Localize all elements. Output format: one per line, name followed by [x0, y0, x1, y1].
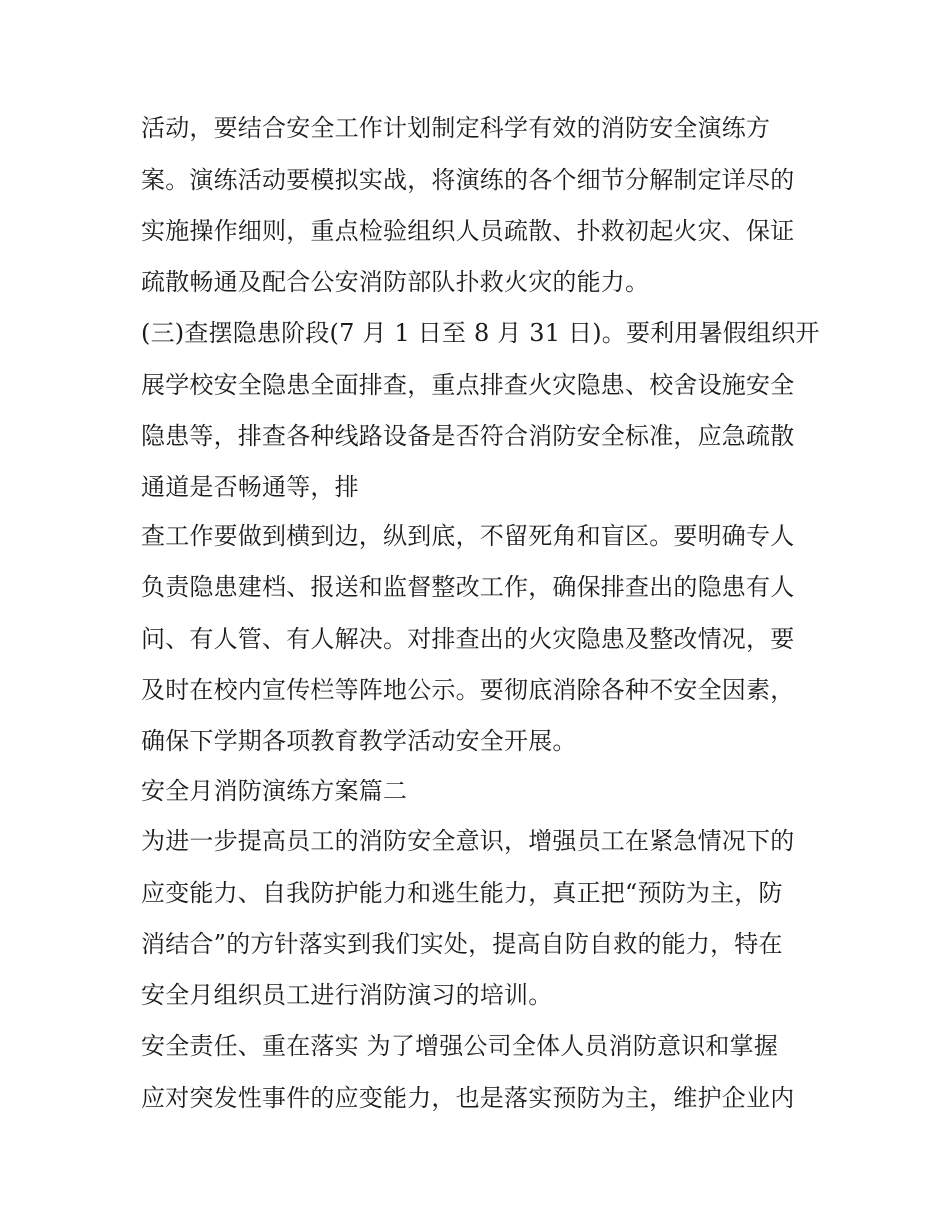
- section-title: 安全月消防演练方案篇二: [141, 777, 408, 805]
- text-line: 应变能力、自我防护能力和逃生能力，真正把“预防为主，防: [141, 879, 783, 907]
- text-line: 问、有人管、有人解决。对排查出的火灾隐患及整改情况，要: [141, 625, 795, 653]
- text-line: 确保下学期各项教育教学活动安全开展。: [141, 727, 577, 755]
- text-line: 为进一步提高员工的消防安全意识，增强员工在紧急情况下的: [141, 827, 795, 855]
- text-line: 疏散畅通及配合公安消防部队扑救火灾的能力。: [141, 268, 650, 296]
- text-line: 负责隐患建档、报送和监督整改工作，确保排查出的隐患有人: [141, 573, 795, 601]
- text-line: 通道是否畅通等，排: [141, 473, 359, 501]
- text-line: 应对突发性事件的应变能力，也是落实预防为主，维护企业内: [141, 1084, 795, 1112]
- section-heading-line: (三)查摆隐患阶段(7 月 1 日至 8 月 31 日)。要利用暑假组织开: [141, 319, 820, 347]
- text-line: 隐患等，排查各种线路设备是否符合消防安全标准，应急疏散: [141, 422, 795, 450]
- text-line: 展学校安全隐患全面排查，重点排查火灾隐患、校舍设施安全: [141, 371, 795, 399]
- text-line: 活动，要结合安全工作计划制定科学有效的消防安全演练方: [141, 114, 771, 142]
- text-line: 查工作要做到横到边，纵到底，不留死角和盲区。要明确专人: [141, 522, 795, 550]
- text-line: 安全月组织员工进行消防演习的培训。: [141, 981, 553, 1009]
- text-line: 及时在校内宣传栏等阵地公示。要彻底消除各种不安全因素，: [141, 676, 795, 704]
- text-line: 安全责任、重在落实 为了增强公司全体人员消防意识和掌握: [141, 1032, 779, 1060]
- text-line: 案。演练活动要模拟实战，将演练的各个细节分解制定详尽的: [141, 166, 795, 194]
- text-line: 实施操作细则，重点检验组织人员疏散、扑救初起火灾、保证: [141, 217, 795, 245]
- text-line: 消结合”的方针落实到我们实处，提高自防自救的能力，特在: [141, 930, 783, 958]
